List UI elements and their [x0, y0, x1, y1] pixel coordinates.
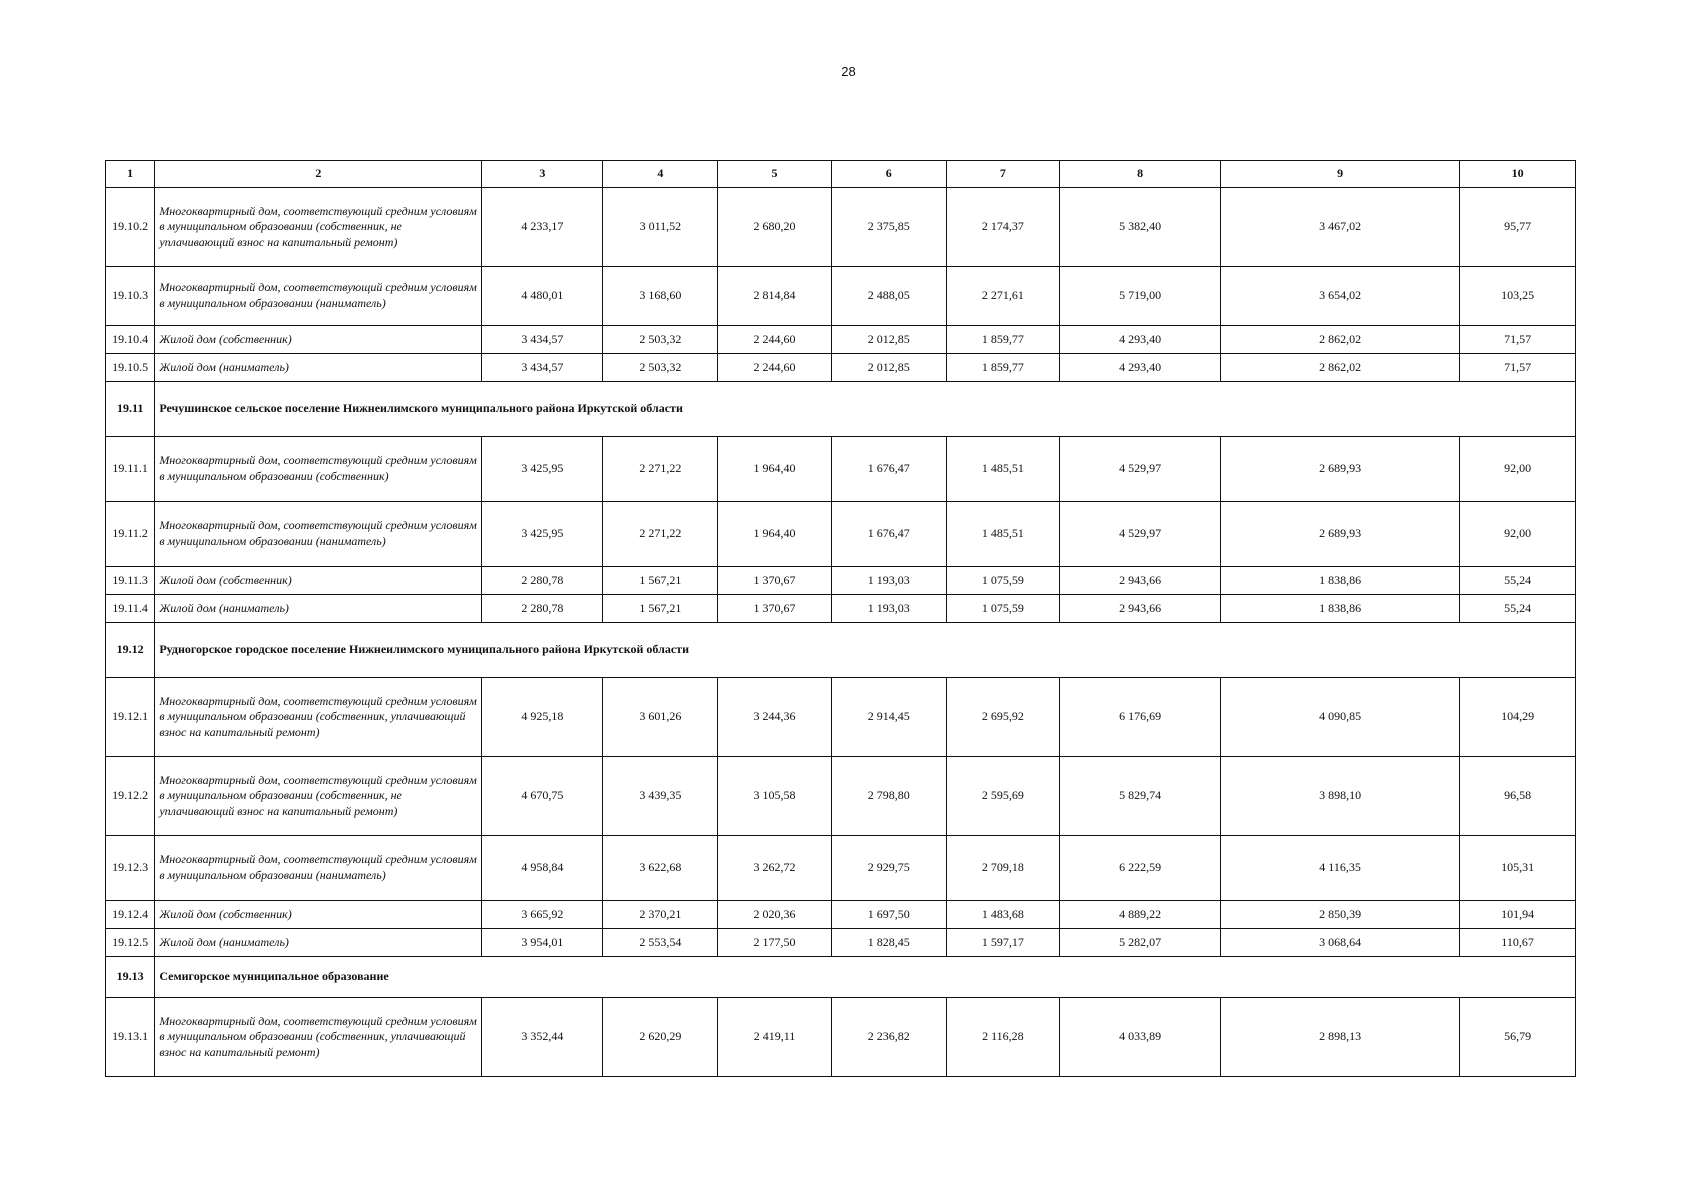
value-cell: 56,79 [1460, 998, 1576, 1077]
value-cell: 2 271,22 [603, 437, 718, 502]
value-cell: 2 914,45 [831, 678, 946, 757]
value-cell: 2 244,60 [718, 326, 832, 354]
table-row [106, 929, 1576, 957]
value-cell: 1 828,45 [831, 929, 946, 957]
value-cell: 1 567,21 [603, 595, 718, 623]
table-row [106, 188, 1576, 267]
row-description: Жилой дом (наниматель) [155, 354, 482, 382]
section-title: Семигорское муниципальное образование [155, 957, 1576, 998]
column-header: 6 [831, 161, 946, 188]
column-header: 7 [946, 161, 1060, 188]
table-row [106, 437, 1576, 502]
row-code: 19.11.1 [106, 437, 155, 502]
value-cell: 3 262,72 [718, 836, 832, 901]
value-cell: 2 929,75 [831, 836, 946, 901]
row-description: Жилой дом (собственник) [155, 326, 482, 354]
value-cell: 1 075,59 [946, 595, 1060, 623]
value-cell: 2 419,11 [718, 998, 832, 1077]
row-description: Многоквартирный дом, соответствующий средним условиям в муниципальном образовании (собственник) [155, 437, 482, 502]
section-row [106, 623, 1576, 678]
row-code: 19.11.4 [106, 595, 155, 623]
row-description: Жилой дом (наниматель) [155, 929, 482, 957]
value-cell: 1 370,67 [718, 595, 832, 623]
value-cell: 4 529,97 [1060, 502, 1221, 567]
value-cell: 1 697,50 [831, 901, 946, 929]
value-cell: 3 665,92 [482, 901, 603, 929]
value-cell: 2 020,36 [718, 901, 832, 929]
value-cell: 1 483,68 [946, 901, 1060, 929]
value-cell: 4 480,01 [482, 267, 603, 326]
value-cell: 2 280,78 [482, 567, 603, 595]
value-cell: 1 193,03 [831, 595, 946, 623]
value-cell: 1 370,67 [718, 567, 832, 595]
tariff-table [105, 160, 1576, 1077]
section-row [106, 382, 1576, 437]
value-cell: 5 829,74 [1060, 757, 1221, 836]
row-code: 19.10.2 [106, 188, 155, 267]
row-code: 19.12 [106, 623, 155, 678]
value-cell: 2 012,85 [831, 354, 946, 382]
value-cell: 1 567,21 [603, 567, 718, 595]
value-cell: 6 176,69 [1060, 678, 1221, 757]
value-cell: 3 601,26 [603, 678, 718, 757]
value-cell: 3 898,10 [1221, 757, 1460, 836]
section-title: Рудногорское городское поселение Нижнеилимского муниципального района Иркутской области [155, 623, 1576, 678]
row-code: 19.10.5 [106, 354, 155, 382]
value-cell: 6 222,59 [1060, 836, 1221, 901]
value-cell: 4 889,22 [1060, 901, 1221, 929]
value-cell: 2 689,93 [1221, 437, 1460, 502]
value-cell: 3 622,68 [603, 836, 718, 901]
value-cell: 1 676,47 [831, 437, 946, 502]
row-code: 19.10.3 [106, 267, 155, 326]
value-cell: 2 943,66 [1060, 595, 1221, 623]
table-row [106, 595, 1576, 623]
value-cell: 2 798,80 [831, 757, 946, 836]
table-row [106, 502, 1576, 567]
value-cell: 103,25 [1460, 267, 1576, 326]
value-cell: 2 375,85 [831, 188, 946, 267]
value-cell: 2 503,32 [603, 326, 718, 354]
table-row [106, 678, 1576, 757]
value-cell: 4 958,84 [482, 836, 603, 901]
value-cell: 71,57 [1460, 354, 1576, 382]
value-cell: 2 271,61 [946, 267, 1060, 326]
row-description: Жилой дом (собственник) [155, 567, 482, 595]
value-cell: 4 116,35 [1221, 836, 1460, 901]
value-cell: 4 090,85 [1221, 678, 1460, 757]
table-body [106, 161, 1576, 1077]
column-number-row [106, 161, 1576, 188]
value-cell: 2 236,82 [831, 998, 946, 1077]
value-cell: 2 012,85 [831, 326, 946, 354]
table-row [106, 901, 1576, 929]
value-cell: 3 011,52 [603, 188, 718, 267]
value-cell: 1 676,47 [831, 502, 946, 567]
row-code: 19.13 [106, 957, 155, 998]
value-cell: 4 293,40 [1060, 326, 1221, 354]
value-cell: 95,77 [1460, 188, 1576, 267]
value-cell: 71,57 [1460, 326, 1576, 354]
column-header: 5 [718, 161, 832, 188]
column-header: 4 [603, 161, 718, 188]
value-cell: 4 233,17 [482, 188, 603, 267]
value-cell: 110,67 [1460, 929, 1576, 957]
value-cell: 2 370,21 [603, 901, 718, 929]
row-code: 19.12.2 [106, 757, 155, 836]
table-row [106, 326, 1576, 354]
column-header: 3 [482, 161, 603, 188]
table-row [106, 998, 1576, 1077]
value-cell: 5 282,07 [1060, 929, 1221, 957]
value-cell: 3 105,58 [718, 757, 832, 836]
row-description: Многоквартирный дом, соответствующий средним условиям в муниципальном образовании (наниматель) [155, 502, 482, 567]
value-cell: 92,00 [1460, 502, 1576, 567]
value-cell: 2 898,13 [1221, 998, 1460, 1077]
value-cell: 1 485,51 [946, 502, 1060, 567]
value-cell: 3 244,36 [718, 678, 832, 757]
row-description: Жилой дом (наниматель) [155, 595, 482, 623]
value-cell: 105,31 [1460, 836, 1576, 901]
value-cell: 2 709,18 [946, 836, 1060, 901]
value-cell: 2 280,78 [482, 595, 603, 623]
column-header: 1 [106, 161, 155, 188]
table-row [106, 354, 1576, 382]
value-cell: 4 033,89 [1060, 998, 1221, 1077]
column-header: 2 [155, 161, 482, 188]
value-cell: 1 964,40 [718, 502, 832, 567]
row-description: Многоквартирный дом, соответствующий средним условиям в муниципальном образовании (собственник, уплачивающий взнос на капитальный ремонт) [155, 998, 482, 1077]
row-description: Многоквартирный дом, соответствующий средним условиям в муниципальном образовании (собственник, уплачивающий взнос на капитальный ремонт) [155, 678, 482, 757]
row-code: 19.13.1 [106, 998, 155, 1077]
value-cell: 101,94 [1460, 901, 1576, 929]
value-cell: 2 862,02 [1221, 326, 1460, 354]
value-cell: 1 838,86 [1221, 595, 1460, 623]
value-cell: 3 654,02 [1221, 267, 1460, 326]
value-cell: 1 193,03 [831, 567, 946, 595]
value-cell: 5 382,40 [1060, 188, 1221, 267]
value-cell: 2 814,84 [718, 267, 832, 326]
value-cell: 55,24 [1460, 567, 1576, 595]
value-cell: 3 168,60 [603, 267, 718, 326]
table-row [106, 567, 1576, 595]
table-row [106, 267, 1576, 326]
row-code: 19.11.2 [106, 502, 155, 567]
value-cell: 2 862,02 [1221, 354, 1460, 382]
value-cell: 3 439,35 [603, 757, 718, 836]
row-code: 19.10.4 [106, 326, 155, 354]
row-code: 19.12.4 [106, 901, 155, 929]
value-cell: 3 425,95 [482, 437, 603, 502]
value-cell: 2 116,28 [946, 998, 1060, 1077]
column-header: 9 [1221, 161, 1460, 188]
column-header: 10 [1460, 161, 1576, 188]
value-cell: 2 244,60 [718, 354, 832, 382]
row-code: 19.12.3 [106, 836, 155, 901]
value-cell: 2 553,54 [603, 929, 718, 957]
table-row [106, 757, 1576, 836]
value-cell: 4 293,40 [1060, 354, 1221, 382]
value-cell: 1 859,77 [946, 354, 1060, 382]
value-cell: 1 859,77 [946, 326, 1060, 354]
row-description: Многоквартирный дом, соответствующий средним условиям в муниципальном образовании (наниматель) [155, 836, 482, 901]
value-cell: 4 529,97 [1060, 437, 1221, 502]
section-title: Речушинское сельское поселение Нижнеилимского муниципального района Иркутской области [155, 382, 1576, 437]
value-cell: 3 954,01 [482, 929, 603, 957]
value-cell: 1 075,59 [946, 567, 1060, 595]
value-cell: 2 271,22 [603, 502, 718, 567]
value-cell: 3 425,95 [482, 502, 603, 567]
value-cell: 55,24 [1460, 595, 1576, 623]
value-cell: 1 597,17 [946, 929, 1060, 957]
value-cell: 1 485,51 [946, 437, 1060, 502]
value-cell: 2 620,29 [603, 998, 718, 1077]
value-cell: 2 177,50 [718, 929, 832, 957]
value-cell: 4 670,75 [482, 757, 603, 836]
value-cell: 1 964,40 [718, 437, 832, 502]
row-code: 19.11 [106, 382, 155, 437]
row-description: Жилой дом (собственник) [155, 901, 482, 929]
row-description: Многоквартирный дом, соответствующий средним условиям в муниципальном образовании (наниматель) [155, 267, 482, 326]
row-description: Многоквартирный дом, соответствующий средним условиям в муниципальном образовании (собственник, не уплачивающий взнос на капитальный ремонт) [155, 188, 482, 267]
value-cell: 2 695,92 [946, 678, 1060, 757]
row-code: 19.11.3 [106, 567, 155, 595]
row-code: 19.12.1 [106, 678, 155, 757]
value-cell: 4 925,18 [482, 678, 603, 757]
value-cell: 5 719,00 [1060, 267, 1221, 326]
table-row [106, 836, 1576, 901]
value-cell: 3 434,57 [482, 326, 603, 354]
value-cell: 2 595,69 [946, 757, 1060, 836]
value-cell: 1 838,86 [1221, 567, 1460, 595]
value-cell: 2 488,05 [831, 267, 946, 326]
value-cell: 3 352,44 [482, 998, 603, 1077]
page-number: 28 [841, 64, 856, 79]
row-description: Многоквартирный дом, соответствующий средним условиям в муниципальном образовании (собственник, не уплачивающий взнос на капитальный ремонт) [155, 757, 482, 836]
value-cell: 3 434,57 [482, 354, 603, 382]
value-cell: 2 680,20 [718, 188, 832, 267]
value-cell: 92,00 [1460, 437, 1576, 502]
value-cell: 2 174,37 [946, 188, 1060, 267]
row-code: 19.12.5 [106, 929, 155, 957]
value-cell: 2 689,93 [1221, 502, 1460, 567]
value-cell: 96,58 [1460, 757, 1576, 836]
value-cell: 2 943,66 [1060, 567, 1221, 595]
value-cell: 3 068,64 [1221, 929, 1460, 957]
value-cell: 104,29 [1460, 678, 1576, 757]
column-header: 8 [1060, 161, 1221, 188]
value-cell: 2 850,39 [1221, 901, 1460, 929]
value-cell: 3 467,02 [1221, 188, 1460, 267]
section-row [106, 957, 1576, 998]
value-cell: 2 503,32 [603, 354, 718, 382]
